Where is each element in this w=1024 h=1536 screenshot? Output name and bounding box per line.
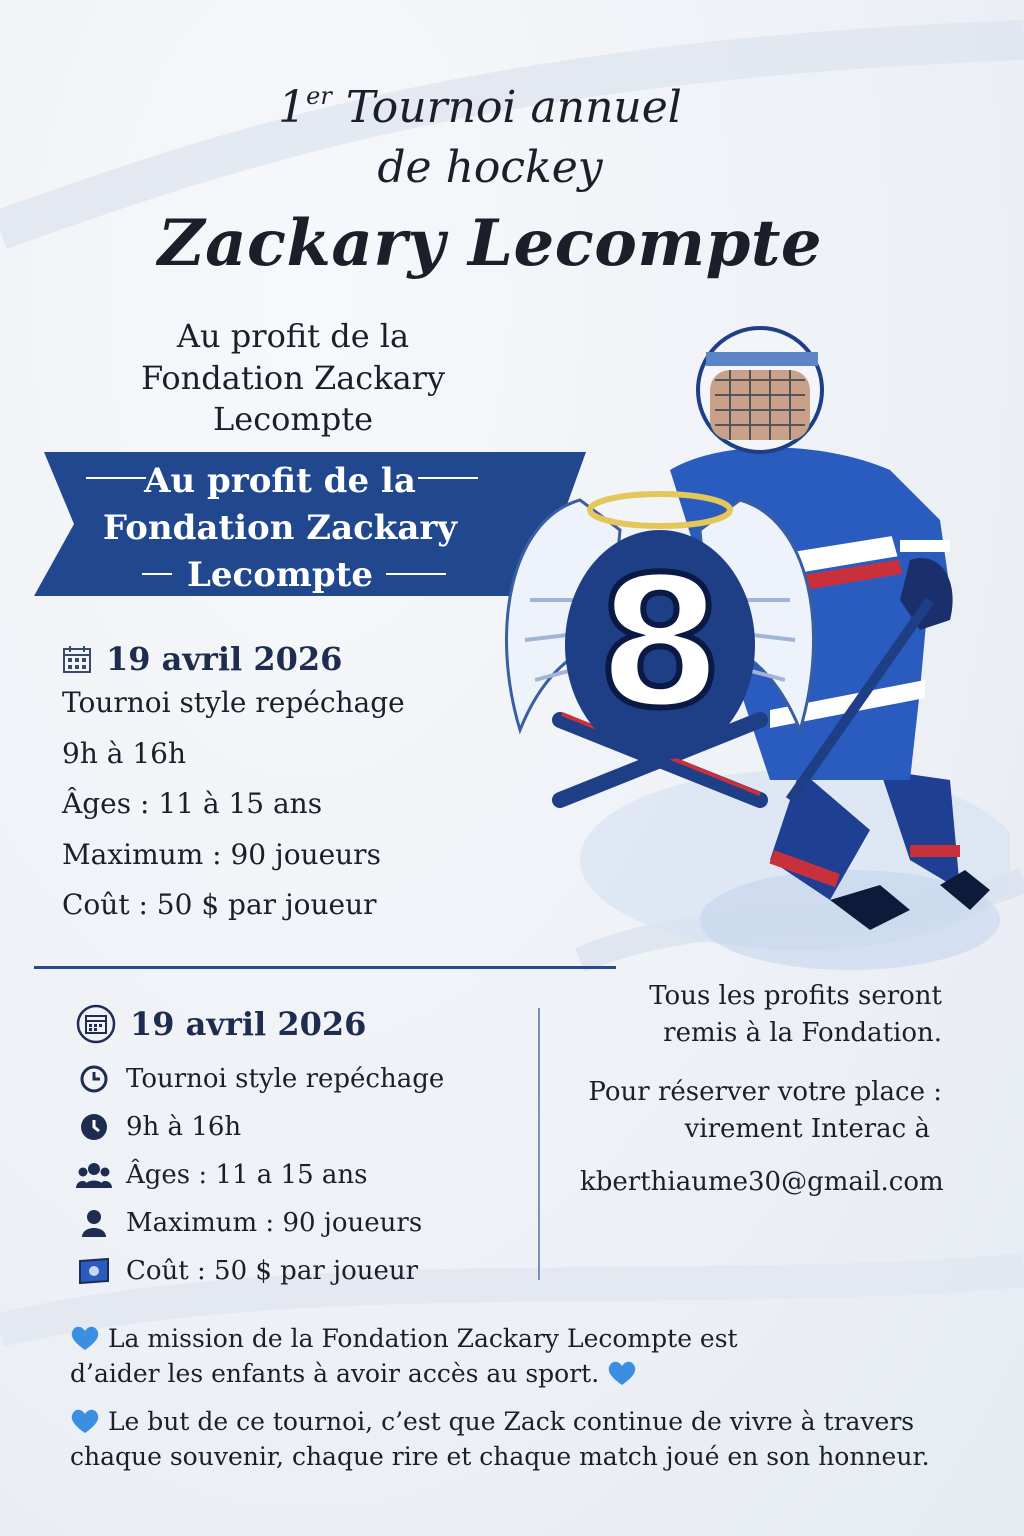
info-bottom <box>76 1004 444 1304</box>
blue-heart-icon <box>607 1360 637 1386</box>
mission-p1-line-1: La mission de la Fondation Zackary Lecompte est <box>107 1324 738 1353</box>
beneficiary-line-2: Fondation Zackary Lecompte <box>140 358 446 439</box>
info-top-max: Maximum : 90 joueurs <box>62 837 381 871</box>
calendar-icon <box>62 644 92 674</box>
title-name: Zackary Lecompte <box>157 206 823 281</box>
horizontal-divider <box>34 966 616 969</box>
mission-p1-line-2: d’aider les enfants à avoir accès au sport. <box>70 1358 600 1388</box>
info-top-ages: Âges : 11 à 15 ans <box>62 787 323 821</box>
mission-paragraph-2 <box>70 1405 950 1474</box>
mission-p2-line-2: chaque souvenir, chaque rire et chaque match joué en son honneur. <box>70 1441 930 1471</box>
calendar-icon <box>76 1004 116 1044</box>
profits-line-2: remis à la Fondation. <box>663 1017 942 1048</box>
info-top-cost: Coût : 50 $ par joueur <box>62 888 377 922</box>
ribbon-text <box>60 458 500 599</box>
info-bottom-date-row <box>76 1004 444 1044</box>
mission-paragraph-1 <box>70 1322 950 1391</box>
email-address[interactable]: kberthiaume30@gmail.com <box>580 1167 944 1197</box>
info-bottom-ages-row <box>76 1160 444 1190</box>
beneficiary-text <box>58 316 528 441</box>
title-line-2: de hockey <box>377 142 603 193</box>
hockey-player-illustration <box>470 300 1010 980</box>
info-bottom-ages: Âges : 11 a 15 ans <box>126 1160 368 1190</box>
ribbon-line-1: Au profit de la <box>144 461 416 501</box>
beneficiary-line-1: Au profit de la <box>176 317 410 355</box>
info-top-date: 19 avril 2026 <box>106 640 343 678</box>
info-bottom-format: Tournoi style repéchage <box>126 1064 445 1094</box>
info-bottom-hours: 9h à 16h <box>126 1112 242 1142</box>
blue-heart-icon <box>70 1408 100 1434</box>
info-bottom-format-row <box>76 1064 444 1094</box>
info-bottom-max: Maximum : 90 joueurs <box>126 1208 423 1238</box>
reserve-line-1: Pour réserver votre place : <box>588 1077 942 1107</box>
clock-filled-icon <box>76 1112 112 1142</box>
info-bottom-hours-row <box>76 1112 444 1142</box>
info-bottom-date: 19 avril 2026 <box>130 1005 367 1043</box>
info-bottom-cost-row <box>76 1256 444 1286</box>
logo-number: 8 <box>597 539 723 748</box>
vertical-divider <box>538 1008 540 1280</box>
person-icon <box>76 1208 112 1238</box>
title-line-1: 1er Tournoi annuel <box>278 82 682 133</box>
profits-note <box>570 978 942 1052</box>
info-top <box>62 640 405 939</box>
mission-p2-line-1: Le but de ce tournoi, c’est que Zack continue de vivre à travers <box>107 1407 915 1436</box>
blue-heart-icon <box>70 1325 100 1351</box>
info-top-hours: 9h à 16h <box>62 736 187 770</box>
reserve-note <box>570 1074 942 1148</box>
info-bottom-max-row <box>76 1208 444 1238</box>
group-icon <box>76 1160 112 1190</box>
info-bottom-cost: Coût : 50 $ par joueur <box>126 1256 419 1286</box>
reserve-line-2: virement Interac à <box>684 1113 930 1144</box>
ribbon-line-2: Fondation Zackary <box>102 507 458 548</box>
profits-line-1: Tous les profits seront <box>649 981 942 1011</box>
info-top-date-row <box>62 640 405 678</box>
info-top-format: Tournoi style repéchage <box>62 686 405 719</box>
clock-icon <box>76 1064 112 1094</box>
ribbon-line-3: Lecompte <box>186 554 373 595</box>
money-icon <box>76 1256 112 1286</box>
mission-section <box>70 1322 950 1488</box>
